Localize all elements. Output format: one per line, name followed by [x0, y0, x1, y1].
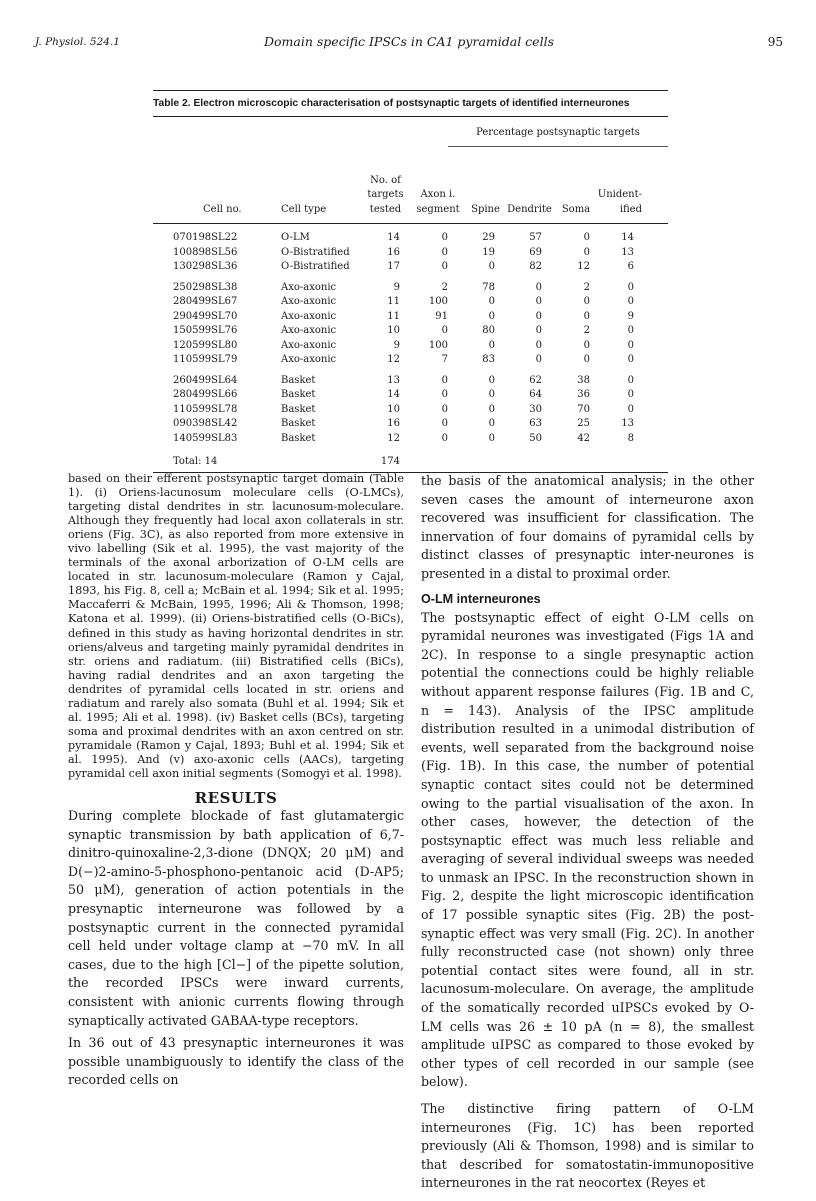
- table-cell: 0: [627, 374, 634, 386]
- paragraph-olm-firing: The distinctive firing pattern of O-LM interneurones (Fig. 1C) has been reported previously (Ali & Thomson, 1998) and is similar to that described for somatostatin-immunopositive interneurones in the rat neocortex (Reyes et: [421, 1101, 754, 1191]
- table-cell: 0: [441, 261, 448, 272]
- table-cell: 2: [583, 281, 590, 293]
- table-cell: 0: [627, 389, 634, 400]
- col-targets: No. of targets tested: [367, 174, 404, 215]
- table-cell: 110599SL78: [173, 403, 238, 415]
- table-row: [153, 324, 668, 339]
- table-row: [153, 246, 668, 261]
- table-cell: 0: [488, 339, 495, 351]
- group-header: Percentage postsynaptic targets: [476, 127, 640, 138]
- table-cell: 280499SL66: [173, 389, 238, 400]
- group-header-rule: [448, 146, 668, 147]
- table-cell: 9: [393, 281, 400, 293]
- table-body: [153, 225, 668, 472]
- journal-ref: J. Physiol. 524.1: [35, 36, 120, 48]
- table-row: [153, 403, 668, 418]
- paragraph-results-1: During complete blockade of fast glutamatergic synaptic transmission by bath application of 6,7-dinitro-quinoxaline-2,3-dione (DNQX; 20 μM) and D(−)2-amino-5-phosphono-pentanoic acid (D-AP5; 50 μM), generation of action potentials in the presynaptic interneurone was followed by a postsynaptic current in the connected pyramidal cell held under voltage clamp at −70 mV. In all cases, due to the high [Cl−] of the pipette solution, the recorded IPSCs were inward currents, consistent with anionic currents flowing through synaptically activated GABAA-type receptors.: [68, 808, 404, 1028]
- table-cell: 0: [583, 354, 590, 365]
- table-cell: 80: [482, 325, 495, 336]
- table-row: [153, 432, 668, 447]
- col-cell-no: Cell no.: [203, 203, 242, 215]
- table-cell: 100: [428, 296, 448, 307]
- table-2: [153, 90, 668, 473]
- right-column: [421, 472, 754, 1201]
- table-cell: 13: [387, 374, 400, 386]
- table-row: [153, 353, 668, 368]
- left-column: [68, 472, 404, 1094]
- table-cell: 0: [627, 325, 634, 336]
- table-cell: 280499SL67: [173, 296, 238, 307]
- table-cell: 0: [488, 310, 495, 322]
- table-cell: 0: [488, 374, 495, 386]
- paragraph-classes: based on their efferent postsynaptic target domain (Table 1). (i) Oriens-lacunosum moleculare cells (O-LMCs), targeting distal dendrites in str. lacunosum-moleculare. Although they frequently had local axon collaterals in str. oriens (Fig. 3C), as also reported from more extensive in vivo labelling (Sik et al. 1995), the vast majority of the terminals of the axonal arborization of O-LM cells are located in str. lacunosum-moleculare (Ramon y Cajal, 1893, his Fig. 8, cell a; McBain et al. 1994; Sik et al. 1995; Maccaferri & McBain, 1995, 1996; Ali & Thomson, 1998; Katona et al. 1999). (ii) Oriens-bistratified cells (O-BiCs), defined in this study as having horizontal dendrites in str. oriens/alveus and targeting mainly pyramidal dendrites in str. oriens and radiatum. (iii) Bistratified cells (BiCs), having radial dendrites and an axon targeting the dendrites of pyramidal cells located in str. oriens and radiatum and rarely also somata (Buhl et al. 1994; Sik et al. 1995; Ali et al. 1998). (iv) Basket cells (BCs), targeting soma and proximal dendrites with an axon centred on str. pyramidale (Ramon y Cajal, 1893; Buhl et al. 1994; Sik et al. 1995). And (v) axo-axonic cells (AACs), targeting pyramidal cell axon initial segments (Somogyi et al. 1998).: [68, 472, 404, 780]
- table-row: [153, 374, 668, 389]
- table-cell: 14: [621, 232, 634, 243]
- table-cell: 42: [577, 432, 590, 444]
- table-cell: 0: [488, 296, 495, 307]
- table-cell: 17: [387, 261, 400, 272]
- table-cell: 0: [441, 389, 448, 400]
- table-cell: 57: [529, 232, 542, 243]
- table-cell: 8: [627, 432, 634, 444]
- paragraph-olm-effect: The postsynaptic effect of eight O-LM cells on pyramidal neurones was investigated (Figs 1A and 2C). In response to a single presynaptic action potential the connections could be highly reliable without apparent response failures (Fig. 1B and C, n = 143). Analysis of the IPSC amplitude distribution resulted in a unimodal distribution of events, well separated from the background noise (Fig. 1B). In this case, the number of potential synaptic contact sites could not be determined owing to the partial visualisation of the axon. In other cases, however, the detection of the postsynaptic effect was much less reliable and averaging of several individual sweeps was needed to unmask an IPSC. In the reconstruction shown in Fig. 2, despite the light microscopic identification of 17 possible synaptic sites (Fig. 2B) the post-synaptic effect was very small (Fig. 2C). In another fully reconstructed case (not shown) only three potential contact sites were found, all in str. lacunosum-moleculare. On average, the amplitude of the somatically recorded uIPSCs evoked by O-LM cells was 26 ± 10 pA (n = 8), the smallest amplitude uIPSC as compared to those evoked by other types of cell recorded in our sample (see below).: [421, 609, 754, 1090]
- table-cell: 0: [441, 374, 448, 386]
- table-cell: 130298SL36: [173, 261, 238, 272]
- table-cell: 290499SL70: [173, 310, 238, 322]
- table-cell: 0: [535, 281, 542, 293]
- table-cell: 0: [627, 296, 634, 307]
- table-cell: 140599SL83: [173, 432, 238, 444]
- table-cell: 0: [583, 246, 590, 258]
- col-dendrite: Dendrite: [507, 203, 552, 215]
- table-cell: 7: [441, 354, 448, 365]
- table-cell: 0: [488, 418, 495, 429]
- table-cell: Basket: [281, 403, 316, 415]
- table-cell: Axo-axonic: [281, 354, 337, 365]
- table-cell: 0: [627, 339, 634, 351]
- table-cell: 12: [387, 354, 400, 365]
- table-cell: 11: [387, 310, 400, 322]
- page-number: 95: [767, 35, 783, 49]
- table-row: [153, 388, 668, 403]
- table-cell: 0: [441, 246, 448, 258]
- table-cell: 0: [627, 403, 634, 415]
- section-heading-olm: O-LM interneurones: [421, 591, 541, 606]
- table-cell: 38: [577, 374, 590, 386]
- table-cell: 12: [577, 261, 590, 272]
- table-cell: 9: [393, 339, 400, 351]
- table-cell: 0: [583, 310, 590, 322]
- table-cell: 0: [627, 281, 634, 293]
- table-cell: 0: [488, 389, 495, 400]
- table-cell: 090398SL42: [173, 418, 238, 429]
- table-cell: 14: [387, 232, 400, 243]
- table-cell: O-Bistratified: [281, 261, 350, 272]
- table-cell: 0: [535, 296, 542, 307]
- table-cell: 10: [387, 325, 400, 336]
- running-header: [35, 34, 783, 52]
- col-unident: Unident- ified: [597, 189, 642, 215]
- table-row: [153, 310, 668, 325]
- table-cell: 78: [482, 281, 495, 293]
- table-total-row: [153, 452, 668, 472]
- table-cell: 64: [529, 389, 542, 400]
- table-cell: 0: [441, 325, 448, 336]
- table-cell: 91: [435, 310, 448, 322]
- table-cell: 250298SL38: [173, 281, 238, 293]
- table-cell: Basket: [281, 418, 316, 429]
- total-label: Total: 14: [173, 455, 218, 467]
- results-heading: RESULTS: [194, 789, 278, 808]
- table-cell: 25: [577, 418, 590, 429]
- table-cell: 120599SL80: [173, 339, 238, 351]
- table-cell: 83: [482, 354, 495, 365]
- table-cell: 10: [387, 403, 400, 415]
- table-cell: 0: [488, 403, 495, 415]
- table-cell: Axo-axonic: [281, 310, 337, 322]
- table-row: [153, 260, 668, 275]
- table-cell: 100: [428, 339, 448, 351]
- table-cell: 0: [488, 261, 495, 272]
- col-axon: Axon i. segment: [416, 189, 460, 215]
- table-cell: 0: [535, 354, 542, 365]
- table-cell: 69: [529, 246, 542, 258]
- table-cell: 11: [387, 296, 400, 307]
- table-cell: 13: [621, 418, 634, 429]
- table-cell: 6: [627, 261, 634, 272]
- table-cell: 0: [441, 232, 448, 243]
- table-cell: 0: [583, 296, 590, 307]
- paragraph-anatomy: the basis of the anatomical analysis; in the other seven cases the amount of interneurone axon recovered was insufficient for classification. The innervation of four domains of pyramidal cells by distinct classes of presynaptic inter-neurones is presented in a distal to proximal order.: [421, 473, 754, 581]
- table-cell: 36: [577, 389, 590, 400]
- table-cell: 0: [441, 418, 448, 429]
- table-cell: 260499SL64: [173, 374, 238, 386]
- paragraph-results-2: In 36 out of 43 presynaptic interneurones it was possible unambiguously to identify the class of the recorded cells on: [68, 1035, 404, 1088]
- table-cell: 63: [529, 418, 542, 429]
- table-cell: 29: [482, 232, 495, 243]
- table-caption: Table 2. Electron microscopic characterisation of postsynaptic targets of identified interneurones: [153, 98, 630, 109]
- table-cell: 2: [441, 281, 448, 293]
- table-row: [153, 295, 668, 310]
- table-cell: 0: [583, 339, 590, 351]
- table-row: [153, 339, 668, 354]
- table-cell: Basket: [281, 389, 316, 400]
- table-cell: 0: [535, 310, 542, 322]
- total-value: 174: [380, 455, 400, 467]
- table-cell: 14: [387, 389, 400, 400]
- table-cell: 0: [535, 339, 542, 351]
- table-row: [153, 281, 668, 296]
- table-row: [153, 417, 668, 432]
- table-cell: O-Bistratified: [281, 246, 350, 258]
- table-cell: 9: [627, 310, 634, 322]
- table-cell: 0: [441, 403, 448, 415]
- table-cell: 70: [577, 403, 590, 415]
- table-cell: 0: [627, 354, 634, 365]
- running-title: Domain specific IPSCs in CA1 pyramidal cells: [264, 34, 554, 49]
- table-cell: Axo-axonic: [281, 281, 337, 293]
- table-cell: 070198SL22: [173, 232, 238, 243]
- table-row: [153, 231, 668, 246]
- table-cell: Axo-axonic: [281, 296, 337, 307]
- table-cell: 19: [482, 246, 495, 258]
- table-cell: Basket: [281, 374, 316, 386]
- table-cell: 0: [488, 432, 495, 444]
- table-cell: 100898SL56: [173, 246, 238, 258]
- col-cell-type: Cell type: [281, 203, 327, 215]
- table-cell: 30: [529, 403, 542, 415]
- table-cell: 50: [529, 432, 542, 444]
- table-cell: 16: [387, 246, 400, 258]
- table-cell: O-LM: [281, 232, 310, 243]
- table-cell: 13: [621, 246, 634, 258]
- table-grid: [153, 117, 668, 472]
- table-cell: Basket: [281, 432, 316, 444]
- table-cell: 2: [583, 325, 590, 336]
- table-cell: Axo-axonic: [281, 339, 337, 351]
- table-cell: 12: [387, 432, 400, 444]
- table-cell: 110599SL79: [173, 354, 238, 365]
- table-cell: 0: [583, 232, 590, 243]
- table-cell: 0: [441, 432, 448, 444]
- table-cell: 150599SL76: [173, 325, 238, 336]
- table-cell: 62: [529, 374, 542, 386]
- table-cell: 16: [387, 418, 400, 429]
- table-cell: Axo-axonic: [281, 325, 337, 336]
- table-cell: 82: [529, 261, 542, 272]
- col-spine: Spine: [471, 203, 500, 215]
- col-soma: Soma: [561, 203, 591, 215]
- table-cell: 0: [535, 325, 542, 336]
